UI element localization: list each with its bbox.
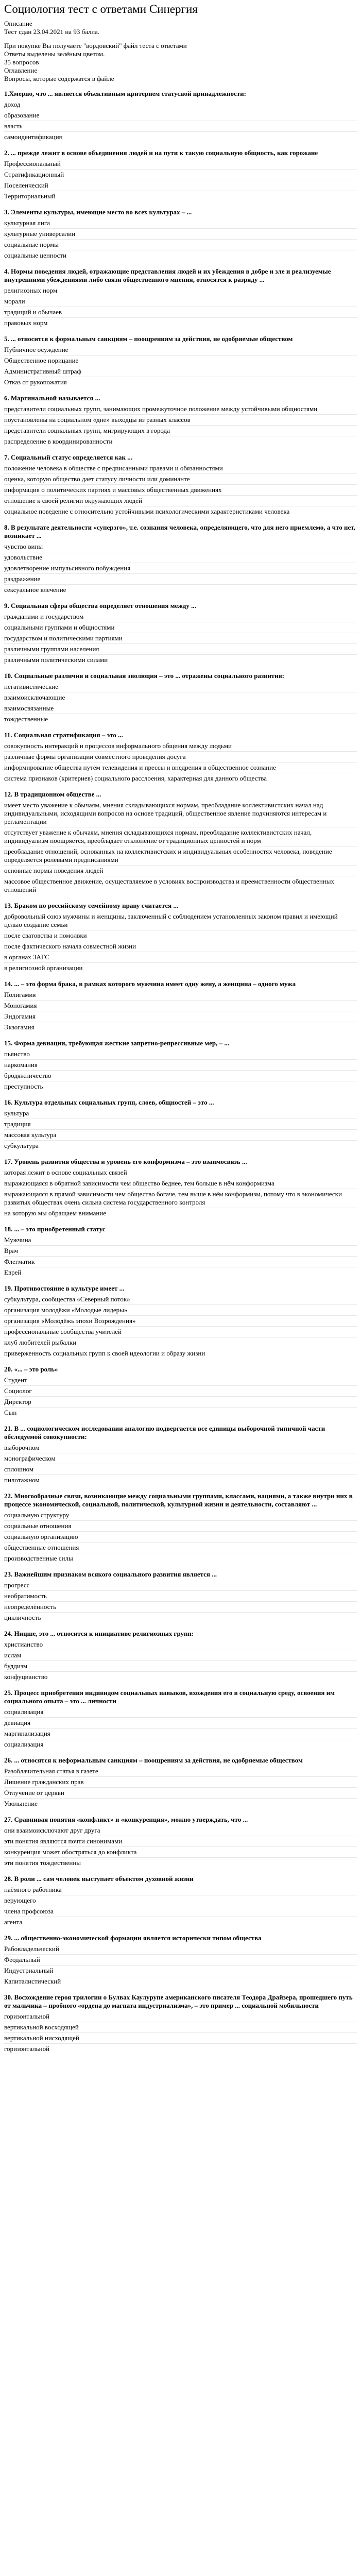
- question-block: [4, 1158, 357, 1218]
- answer-option: раздражение: [4, 574, 357, 585]
- answer-option: прогресс: [4, 1580, 357, 1591]
- question-text: 25. Процесс приобретения индивидом социальных навыков, вхождения его в социальную среду, освоения им социального опыта – это ... личности: [4, 1689, 335, 1705]
- answer-option: государством и политическими партиями: [4, 633, 357, 644]
- answer-option: Директор: [4, 1397, 357, 1408]
- answer-list: [4, 1766, 357, 1809]
- answer-list: [4, 911, 357, 973]
- answer-list: [4, 1885, 357, 1927]
- answer-option: правовых норм: [4, 319, 48, 327]
- answer-option: культура: [4, 1108, 357, 1119]
- question-text: 29. ... общественно-экономической формации является исторически типом общества: [4, 1934, 262, 1942]
- answer-option: религиозных норм: [4, 285, 357, 296]
- question-text: 22. Многообразные связи, возникающие между социальными группами, классами, нациями, а также внутри них в процессе экономической, социальной, политической, культурной жизни и деятельности, составляют ...: [4, 1492, 353, 1508]
- question-block: [4, 672, 357, 724]
- question-text: 19. Противостояние в культуре имеет ...: [4, 1284, 125, 1292]
- answer-option: культурная лига: [4, 218, 357, 229]
- answer-list: [4, 218, 357, 261]
- page-title: Социология тест с ответами Синергия: [4, 3, 198, 15]
- answer-option: поустановлены на социальном «дне» выходцы из разных классов: [4, 415, 357, 426]
- meta-line: [4, 36, 357, 42]
- question-block: [4, 394, 357, 447]
- answer-option: основные нормы поведения людей: [4, 866, 357, 876]
- question-text: 7. Социальный статус определяется как ...: [4, 453, 132, 461]
- question-block: [4, 1492, 357, 1564]
- answer-option: социальные отношения: [4, 1521, 357, 1532]
- answer-option: социальными группами и общностями: [4, 622, 357, 633]
- question-block: [4, 1039, 357, 1092]
- answer-option: Поселенческий: [4, 180, 357, 191]
- answer-option: на которую мы обращаем внимание: [4, 1209, 107, 1217]
- answer-option: социальные ценности: [4, 251, 67, 259]
- answer-option: пилотажном: [4, 1476, 40, 1484]
- answer-list: [4, 345, 357, 387]
- answer-option: эти понятия тождественны: [4, 1859, 81, 1867]
- answer-list: [4, 1707, 357, 1750]
- meta-line: Вопросы, которые содержатся в файле: [4, 75, 114, 82]
- answer-option: преступность: [4, 1082, 43, 1090]
- answer-option: сексуальное влечение: [4, 586, 66, 594]
- answer-option: верующего: [4, 1895, 357, 1906]
- question-text: 3. Элементы культуры, имеющие место во всех культурах – ...: [4, 208, 192, 216]
- answer-option: сплошном: [4, 1464, 357, 1475]
- answer-option: добровольный союз мужчины и женщины, заключенный с соблюдением установленных законом правил и имеющий целью создание семьи: [4, 911, 357, 930]
- question-block: [4, 790, 357, 895]
- question-list: [4, 90, 357, 2054]
- meta-line: Тест сдан 23.04.2021 на 93 балла.: [4, 28, 100, 36]
- answer-option: христианство: [4, 1639, 357, 1650]
- answer-option: ислам: [4, 1650, 357, 1661]
- answer-option: Еврей: [4, 1268, 22, 1276]
- answer-list: [4, 1294, 357, 1359]
- answer-list: [4, 1580, 357, 1623]
- answer-option: Рабовладельческий: [4, 1944, 357, 1955]
- answer-option: цикличность: [4, 1614, 41, 1621]
- answer-option: агента: [4, 1918, 23, 1926]
- question-text: 10. Социальные различия и социальная эволюция – это ... отражены социального развития:: [4, 672, 284, 680]
- answer-option: массовое общественное движение, осуществляемое в условиях воспроизводства и преемственности общественных отношений: [4, 877, 334, 893]
- question-text: 16. Культура отдельных социальных групп, слоев, общностей – это ...: [4, 1098, 214, 1106]
- answer-list: [4, 1510, 357, 1564]
- answer-option: морали: [4, 296, 357, 307]
- answer-option: отношение к своей религии окружающих людей: [4, 496, 357, 506]
- answer-option: массовая культура: [4, 1130, 357, 1141]
- question-block: [4, 208, 357, 261]
- answer-option: неопределённость: [4, 1602, 357, 1613]
- answer-option: организация «Молодёжь эпохи Возрождения»: [4, 1316, 357, 1327]
- answer-option: негативистические: [4, 682, 357, 692]
- answer-option: традиция: [4, 1119, 357, 1130]
- question-block: [4, 1225, 357, 1278]
- answer-option: власть: [4, 121, 357, 132]
- answer-list: [4, 800, 357, 895]
- answer-option: Эндогамия: [4, 1011, 357, 1022]
- question-block: [4, 1098, 357, 1151]
- answer-option: положение человека в обществе с предписанными правами и обязанностями: [4, 463, 357, 474]
- answer-list: [4, 612, 357, 665]
- answer-option: распределение в координированности: [4, 437, 113, 445]
- answer-list: [4, 541, 357, 595]
- question-text: 11. Социальная стратификация – это ...: [4, 731, 123, 739]
- answer-option: доход: [4, 99, 357, 110]
- question-text: 13. Браком по российскому семейному праву считается ...: [4, 902, 179, 909]
- answer-option: после сватовства и помолвки: [4, 930, 357, 941]
- answer-option: профессиональные сообщества учителей: [4, 1327, 357, 1337]
- answer-option: удовлетворение импульсивного побуждения: [4, 563, 357, 574]
- answer-option: организация молодёжи «Молодые лидеры»: [4, 1305, 357, 1316]
- answer-option: самоидентификация: [4, 133, 62, 141]
- answer-option: наёмного работника: [4, 1885, 357, 1895]
- answer-option: тождественные: [4, 715, 48, 723]
- answer-option: информация о политических партиях и массовых общественных движениях: [4, 485, 357, 496]
- answer-option: Флегматик: [4, 1257, 357, 1267]
- answer-option: выражающаяся в прямой зависимости чем общество богаче, тем выше в нём конформизм, потому что в экономически развитых обществах очень сильна система государственного контроля: [4, 1189, 357, 1208]
- answer-option: Лишение гражданских прав: [4, 1777, 357, 1788]
- question-text: 17. Уровень развития общества и уровень его конформизма – это взаимосвязь ...: [4, 1158, 247, 1165]
- question-text: 5. ... относится к формальным санкциям – поощрениям за действия, не одобряемые обществом: [4, 335, 293, 343]
- answer-option: Социолог: [4, 1386, 357, 1397]
- meta-line: 35 вопросов: [4, 58, 39, 66]
- answer-option: преобладание отношений, основанных на коллективистских и индивидуальных особенностях человека, поведение определяется ролевыми предписаниями: [4, 846, 357, 866]
- answer-option: общественные отношения: [4, 1543, 357, 1553]
- question-block: [4, 90, 357, 142]
- answer-option: традиций и обычаев: [4, 307, 357, 318]
- answer-option: социальную организацию: [4, 1532, 357, 1543]
- question-text: 2. ... прежде лежит в основе объединения людей и на пути к такую социальную общность, как горожане: [4, 149, 318, 157]
- answer-option: Публичное осуждение: [4, 345, 357, 355]
- question-text: 8. В результате деятельности «суперэго», т.е. сознания человека, определяющего, что для него приемлемо, а что нет, возникает ...: [4, 523, 355, 539]
- meta-line: Оглавление: [4, 66, 38, 74]
- answer-option: социальную структуру: [4, 1510, 357, 1521]
- answer-option: в органах ЗАГС: [4, 952, 357, 963]
- answer-option: в религиозной организации: [4, 964, 83, 972]
- question-text: 28. В роли ... сам человек выступает объектом духовной жизни: [4, 1875, 194, 1883]
- answer-option: необратимость: [4, 1591, 357, 1602]
- answer-option: взаимоисключающие: [4, 692, 357, 703]
- answer-option: взаимосвязанные: [4, 703, 357, 714]
- answer-list: [4, 463, 357, 517]
- question-text: 14. ... – это форма брака, в рамках которого мужчина имеет одну жену, а женщина – одного мужа: [4, 980, 296, 988]
- answer-option: оценка, которую общество дает статусу личности или доминанте: [4, 474, 357, 485]
- answer-list: [4, 159, 357, 201]
- answer-option: информирование общества путем телевидения и прессы и внедрения в общественное сознание: [4, 762, 357, 773]
- answer-option: имеет место уважение к обычаям, мнения складывающихся нормам, преобладание коллективистских начал над индивидуальными, исходящими вопросов на основе традиций, общественное явление подчиняются интересам и регламентации: [4, 800, 357, 827]
- answer-option: горизонтальной: [4, 2011, 357, 2022]
- answer-option: девиация: [4, 1718, 357, 1728]
- answer-option: отсутствует уважение к обычаям, мнения складывающихся нормам, преобладание коллективистских начал, индивидуализм поощряется, преобладает отклонение от традиционных ценностей и норм: [4, 827, 357, 846]
- question-text: 18. ... – это приобретенный статус: [4, 1225, 106, 1233]
- question-text: 26. ... относятся к неформальным санкциям – поощрениям за действия, не одобряемые обществом: [4, 1756, 303, 1764]
- question-block: [4, 1816, 357, 1868]
- answer-option: пьянство: [4, 1049, 357, 1060]
- answer-option: социальные нормы: [4, 240, 357, 250]
- answer-list: [4, 404, 357, 447]
- answer-option: Увольнение: [4, 1800, 38, 1807]
- answer-option: Сын: [4, 1409, 17, 1416]
- answer-option: Территориальный: [4, 192, 56, 200]
- answer-list: [4, 1167, 357, 1218]
- question-block: [4, 1875, 357, 1927]
- answer-list: [4, 1235, 357, 1278]
- answer-option: Индустриальный: [4, 1965, 357, 1976]
- answer-option: которая лежит в основе социальных связей: [4, 1167, 357, 1178]
- question-block: [4, 1365, 357, 1418]
- question-text: 4. Нормы поведения людей, отражающие представления людей и их убеждения в добре и зле и реализуемые внутренними убеждениями либо связи общественного мнения, относятся к разряду ...: [4, 267, 331, 283]
- answer-option: Профессиональный: [4, 159, 357, 170]
- answer-list: [4, 990, 357, 1032]
- answer-list: [4, 741, 357, 784]
- question-block: [4, 980, 357, 1032]
- answer-list: [4, 1825, 357, 1868]
- question-text: 15. Форма девиации, требующая жесткие запретно-репрессивные мер, – ...: [4, 1039, 230, 1047]
- meta-line: Описание: [4, 20, 32, 27]
- question-text: 20. «... – это роль»: [4, 1365, 58, 1373]
- question-block: [4, 1630, 357, 1682]
- question-block: [4, 1934, 357, 1987]
- answer-list: [4, 99, 357, 142]
- answer-option: социализация: [4, 1740, 44, 1748]
- answer-option: различными группами населения: [4, 644, 357, 655]
- answer-option: горизонтальной: [4, 2045, 50, 2053]
- document-meta: [4, 20, 357, 83]
- answer-option: чувство вины: [4, 541, 357, 552]
- answer-option: социальное поведение с относительно устойчивыми психологическими характеристиками человека: [4, 507, 290, 515]
- answer-option: Административный штраф: [4, 366, 357, 377]
- question-text: 9. Социальная сфера общества определяет отношения между ...: [4, 602, 196, 609]
- answer-option: гражданами и государством: [4, 612, 357, 622]
- answer-option: клуб любителей рыбалки: [4, 1337, 357, 1348]
- question-block: [4, 335, 357, 387]
- question-block: [4, 902, 357, 973]
- answer-list: [4, 1049, 357, 1092]
- question-block: [4, 1425, 357, 1485]
- question-block: [4, 1570, 357, 1623]
- answer-option: Феодальный: [4, 1955, 357, 1965]
- answer-option: совокупность интеракций и процессов информального общения между людьми: [4, 741, 357, 752]
- question-text: 1.Хмерно, что ... является объективным критерием статусной принадлежности:: [4, 90, 246, 97]
- question-block: [4, 267, 357, 328]
- question-block: [4, 1756, 357, 1809]
- answer-option: система признаков (критериев) социального расслоения, характерная для данного общества: [4, 774, 267, 782]
- answer-option: Мужчина: [4, 1235, 357, 1246]
- answer-option: производственные силы: [4, 1554, 73, 1562]
- answer-option: вертикальной восходящей: [4, 2022, 357, 2033]
- question-text: 27. Сравнивая понятия «конфликт» и «конкуренция», можно утверждать, что ...: [4, 1816, 248, 1823]
- question-text: 12. В традиционном обществе ...: [4, 790, 101, 798]
- answer-option: буддизм: [4, 1661, 357, 1672]
- question-block: [4, 1284, 357, 1359]
- answer-option: Общественное порицание: [4, 355, 357, 366]
- answer-list: [4, 682, 357, 724]
- answer-list: [4, 1108, 357, 1151]
- answer-option: Моногамия: [4, 1001, 357, 1011]
- answer-option: эти понятия являются почти синонимами: [4, 1836, 357, 1847]
- answer-option: они взаимоисключают друг друга: [4, 1825, 357, 1836]
- answer-option: выборочном: [4, 1443, 357, 1453]
- answer-option: Отлучение от церкви: [4, 1788, 357, 1799]
- answer-list: [4, 1639, 357, 1682]
- question-text: 30. Восхождение героя трилогии о Булвах Каулурупе американского писателя Теодора Драйзера, прошедшего путь от мальчика – пробного «ордена до магната индустриализма», – это пример ... социальной мобильности: [4, 1993, 353, 2009]
- answer-option: образование: [4, 110, 357, 121]
- answer-option: Отказ от рукопожатия: [4, 378, 67, 386]
- answer-option: Разоблачительная статья в газете: [4, 1766, 357, 1777]
- answer-option: наркомания: [4, 1060, 357, 1071]
- question-text: 23. Важнейшим признаком всякого социального развития является ...: [4, 1570, 217, 1578]
- question-text: 24. Ницше, это ... относится к инициативе религиозных групп:: [4, 1630, 194, 1637]
- answer-option: Студент: [4, 1375, 357, 1386]
- answer-option: удовольствие: [4, 552, 357, 563]
- question-block: [4, 149, 357, 201]
- answer-option: конфуцианство: [4, 1673, 48, 1681]
- answer-option: различными политическими силами: [4, 656, 108, 664]
- answer-option: выражающаяся в обратной зависимости чем общество беднее, тем больше в нём конформизма: [4, 1178, 357, 1189]
- answer-option: различные формы организации совместного проведения досуга: [4, 752, 357, 762]
- question-block: [4, 1993, 357, 2054]
- answer-option: Стратификационный: [4, 170, 357, 180]
- answer-list: [4, 1375, 357, 1418]
- answer-option: Экзогамия: [4, 1023, 35, 1031]
- meta-line: Ответы выделены зелёным цветом.: [4, 50, 105, 58]
- answer-option: после фактического начала совместной жизни: [4, 941, 357, 952]
- answer-option: социализация: [4, 1707, 357, 1718]
- answer-list: [4, 1944, 357, 1987]
- question-block: [4, 602, 357, 665]
- meta-line: При покупке Вы получаете "вордовский" файл теста с ответами: [4, 42, 187, 49]
- question-block: [4, 453, 357, 517]
- answer-option: конкуренция может обостряться до конфликта: [4, 1847, 357, 1858]
- question-block: [4, 731, 357, 784]
- answer-option: представители социальных групп, мигрирующих в города: [4, 426, 357, 436]
- answer-option: члена профсоюза: [4, 1906, 357, 1917]
- answer-option: бродяжничество: [4, 1071, 357, 1081]
- answer-option: вертикальной нисходящей: [4, 2033, 357, 2044]
- answer-list: [4, 285, 357, 328]
- answer-option: маргинализация: [4, 1728, 357, 1739]
- answer-option: монографическом: [4, 1453, 357, 1464]
- question-block: [4, 1689, 357, 1750]
- question-text: 21. В ... социологическом исследовании аналогию подвергается все единицы выборочной типичной части обследуемой совокупности:: [4, 1425, 325, 1440]
- question-block: [4, 523, 357, 595]
- answer-option: культурные универсалии: [4, 229, 357, 240]
- answer-option: субкультура, сообщества «Северный поток»: [4, 1294, 357, 1305]
- answer-option: Капиталистический: [4, 1977, 61, 1985]
- answer-option: Врач: [4, 1246, 357, 1257]
- answer-list: [4, 2011, 357, 2054]
- answer-option: представители социальных групп, занимающих промежуточное положение между устойчивыми общностями: [4, 404, 357, 415]
- answer-option: Полигамия: [4, 990, 357, 1001]
- answer-option: приверженность социальных групп к своей идеологии и образу жизни: [4, 1349, 205, 1357]
- answer-option: субкультура: [4, 1142, 39, 1149]
- answer-list: [4, 1443, 357, 1485]
- question-text: 6. Маргинальной называется ...: [4, 394, 100, 402]
